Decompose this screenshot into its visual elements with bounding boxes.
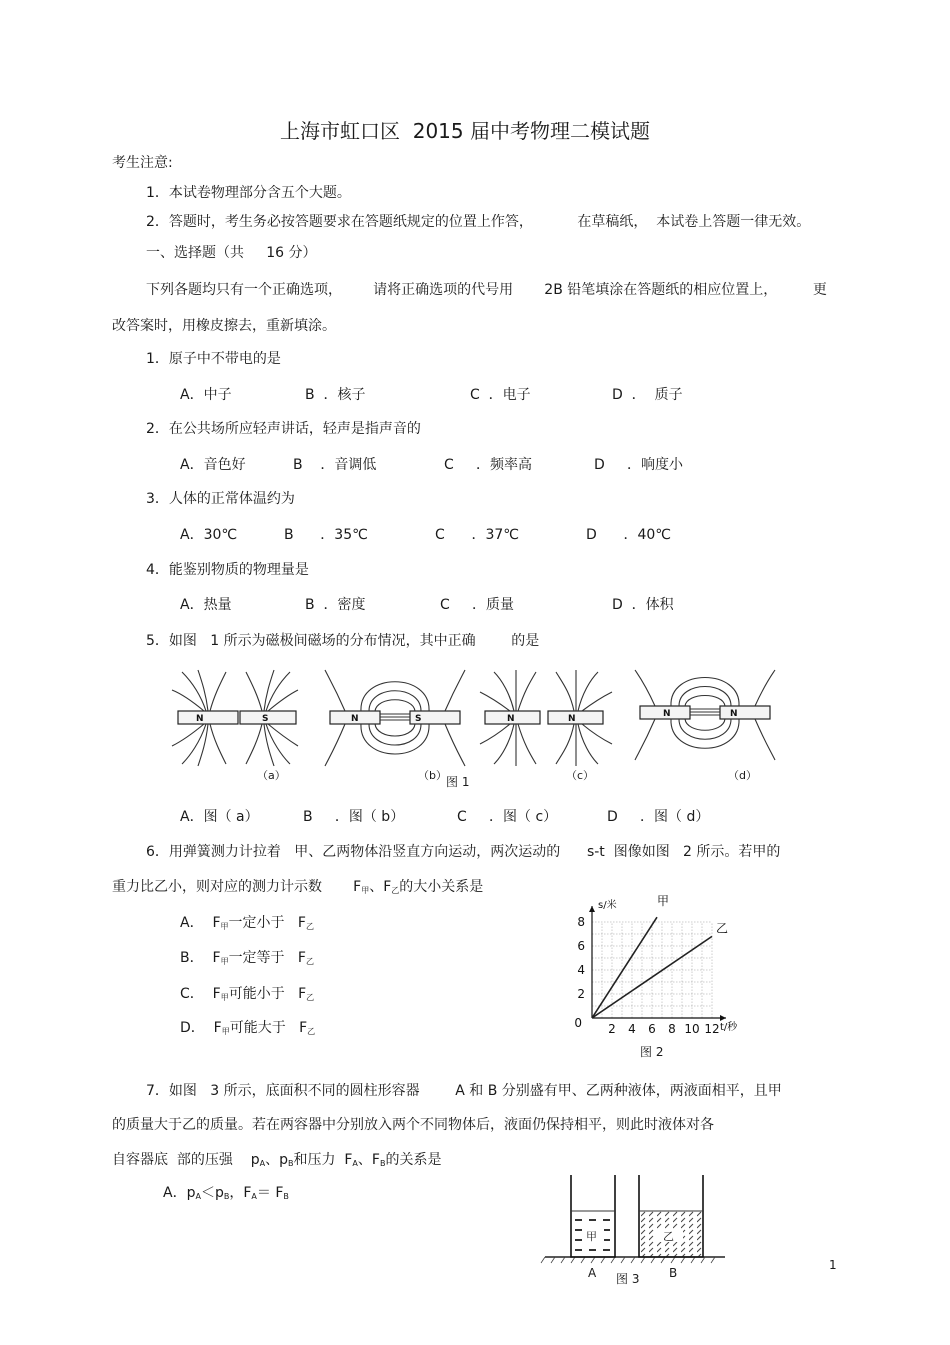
question-3-option-c: C ．37℃ [435, 527, 520, 543]
question-7-line-1: 7．如图 3 所示，底面积不同的圆柱形容器 A 和 B 分别盛有甲、乙两种液体，两液面相平，且甲 [146, 1083, 782, 1099]
panel-d-pole-left: N [663, 709, 671, 719]
question-1-option-a: A．中子 [180, 387, 232, 403]
question-4-option-d: D ．体积 [612, 597, 674, 613]
question-4-option-a: A．热量 [180, 597, 232, 613]
x-tick-label: 2 [608, 1022, 616, 1036]
question-5-option-c: C ．图（ c） [457, 809, 558, 825]
notice-item-2: 2．答题时，考生务必按答题要求在答题纸规定的位置上作答， 在草稿纸， 本试卷上答题一律无效。 [146, 214, 811, 230]
page-title: 上海市虹口区 2015 届中考物理二模试题 [280, 119, 650, 143]
figure-3-containers [545, 1175, 725, 1270]
panel-a-pole-left: N [196, 714, 204, 724]
question-3-option-b: B ．35℃ [284, 527, 368, 543]
question-7-line-3: 自容器底 部的压强 $p_A$、$p_B$和压力 $F_A$、$F_B$的关系是 [112, 1152, 442, 1168]
question-7-option-a: A．$p_A<p_B$，$F_A= F_B$ [163, 1185, 289, 1201]
notice-item-1: 1．本试卷物理部分含五个大题。 [146, 185, 351, 201]
figure-3-label-b: B [669, 1266, 678, 1280]
x-tick-label: 12 [704, 1022, 720, 1036]
panel-c-pole-left: N [507, 714, 515, 724]
figure-1-label-c: （c） [566, 769, 595, 782]
question-3-option-d: D ．40℃ [586, 527, 672, 543]
panel-c-pole-right: N [568, 714, 576, 724]
question-3-option-a: A．30℃ [180, 527, 238, 543]
question-2-option-a: A．音色好 [180, 457, 246, 473]
panel-b-pole-left: N [351, 714, 359, 724]
question-6-option-c: C． $F_甲$可能小于 $F_乙$ [180, 986, 315, 1002]
question-2-option-d: D ．响度小 [594, 457, 684, 473]
question-5-option-a: A．图（ a） [180, 809, 259, 825]
panel-a [172, 670, 298, 766]
figure-3-caption: 图 3 [616, 1272, 640, 1286]
x-tick-label: 8 [668, 1022, 676, 1036]
y-tick-label: 6 [577, 939, 585, 953]
section-intro-line2: 改答案时，用橡皮擦去，重新填涂。 [112, 318, 336, 334]
figure-1-caption: 图 1 [446, 775, 470, 789]
origin-label: 0 [574, 1016, 582, 1030]
x-tick-label: 4 [628, 1022, 636, 1036]
question-6-line-1: 6．用弹簧测力计拉着 甲、乙两物体沿竖直方向运动，两次运动的 s-t 图像如图 2 所示。若甲的 [146, 844, 781, 860]
question-1-option-c: C ．电子 [470, 387, 531, 403]
question-6-option-b: B． $F_甲$一定等于 $F_乙$ [180, 950, 314, 966]
figure-3-label-a: A [588, 1266, 597, 1280]
question-6-option-a: A． $F_甲$一定小于 $F_乙$ [180, 915, 314, 931]
y-tick-label: 8 [577, 915, 585, 929]
y-axis-arrow [589, 906, 595, 912]
container-a-liquid-label: 甲 [586, 1230, 597, 1243]
question-4-option-b: B ．密度 [305, 597, 366, 613]
series-label-jia: 甲 [657, 894, 670, 909]
question-1-option-d: D ． 质子 [612, 387, 683, 403]
page-number: 1 [829, 1258, 837, 1272]
figure-2-st-chart [560, 895, 750, 1045]
question-5-option-d: D ．图（ d） [607, 809, 710, 825]
x-axis-arrow [720, 1015, 726, 1021]
question-2-option-c: C ．频率高 [444, 457, 533, 473]
panel-a-pole-right: S [262, 714, 269, 724]
panel-d-pole-right: N [730, 709, 738, 719]
figure-1-label-b: （b） [418, 769, 447, 782]
figure-1-label-a: （a） [257, 769, 286, 782]
y-tick-label: 2 [577, 987, 585, 1001]
question-3-stem: 3．人体的正常体温约为 [146, 491, 295, 507]
question-7-line-2: 的质量大于乙的质量。若在两容器中分别放入两个不同物体后，液面仍保持相平，则此时液体对各 [112, 1117, 714, 1133]
series-line-jia [592, 917, 657, 1018]
question-6-line-2: 重力比乙小，则对应的测力计示数 $F_甲$、$F_乙$的大小关系是 [112, 879, 484, 895]
question-4-stem: 4．能鉴别物质的物理量是 [146, 562, 309, 578]
figure-2-caption: 图 2 [640, 1045, 664, 1059]
question-6-option-d: D． $F_甲$可能大于 $F_乙$ [180, 1020, 316, 1036]
panel-c [480, 670, 612, 766]
x-tick-label: 10 [684, 1022, 700, 1036]
x-axis-label: t/秒 [720, 1022, 738, 1033]
panel-b-pole-right: S [415, 714, 422, 724]
notice-heading: 考生注意: [112, 155, 173, 171]
question-2-option-b: B ．音调低 [293, 457, 377, 473]
section-intro-line1: 下列各题均只有一个正确选项， 请将正确选项的代号用 2B 铅笔填涂在答题纸的相应位置上， 更 [146, 282, 827, 298]
figure-1-label-d: （d） [728, 769, 757, 782]
question-2-stem: 2．在公共场所应轻声讲话，轻声是指声音的 [146, 421, 421, 437]
question-5-option-b: B ．图（ b） [303, 809, 405, 825]
y-tick-label: 4 [577, 963, 585, 977]
question-1-option-b: B ．核子 [305, 387, 366, 403]
container-b-liquid-label: 乙 [663, 1230, 674, 1243]
question-5-stem: 5．如图 1 所示为磁极间磁场的分布情况，其中正确 的是 [146, 633, 540, 649]
panel-b [325, 670, 465, 766]
y-axis-label: s/米 [598, 900, 617, 911]
section-heading: 一、选择题（共 16 分） [146, 245, 317, 261]
panel-d [635, 670, 775, 760]
x-tick-label: 6 [648, 1022, 656, 1036]
question-4-option-c: C ．质量 [440, 597, 515, 613]
series-label-yi: 乙 [716, 921, 729, 936]
question-1-stem: 1．原子中不带电的是 [146, 351, 281, 367]
